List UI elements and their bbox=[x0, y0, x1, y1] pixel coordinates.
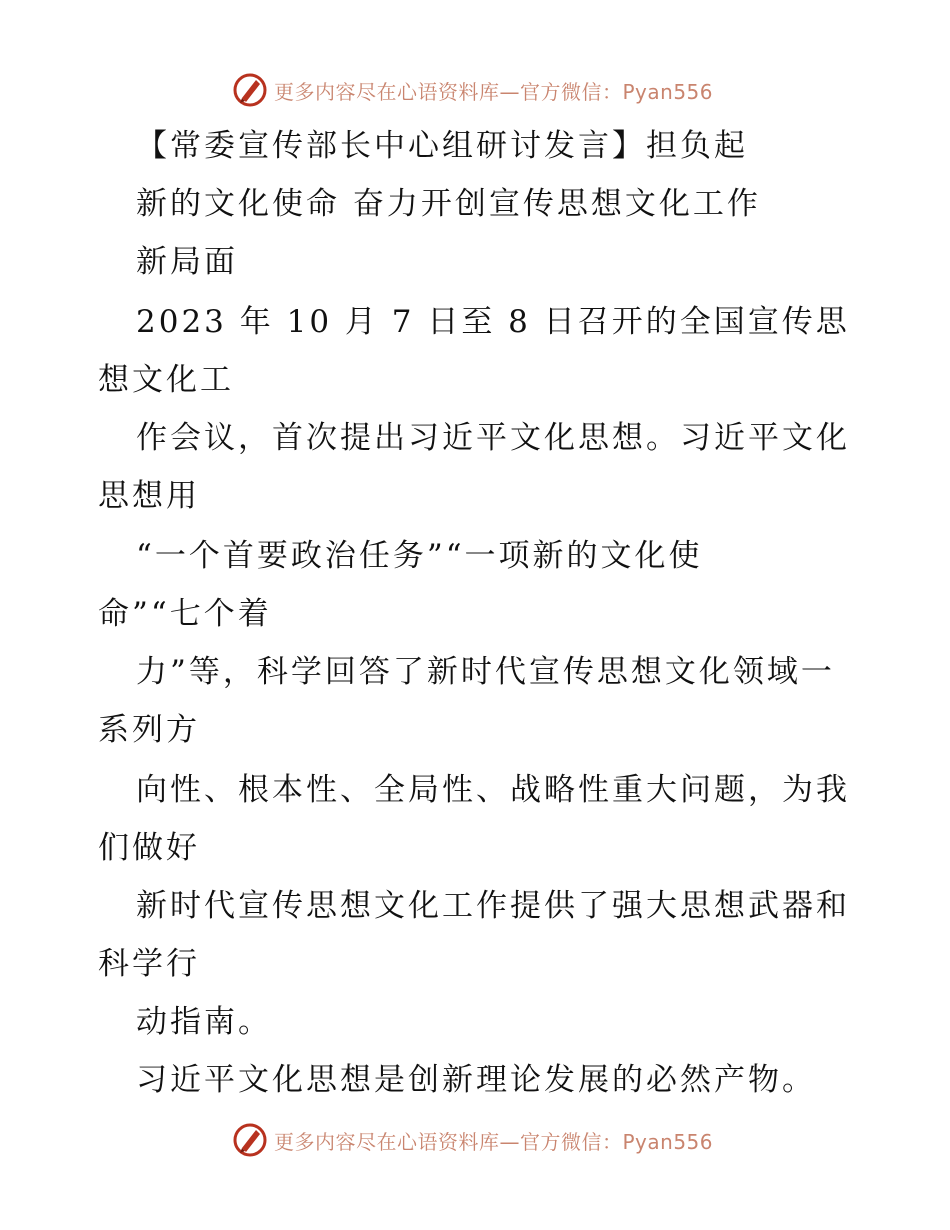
paragraph-line: “一个首要政治任务”“一项新的文化使 bbox=[136, 538, 703, 574]
paragraph-line: 命”“七个着 bbox=[98, 596, 272, 632]
paragraph-line: 思想用 bbox=[98, 478, 200, 514]
paragraph-line: 向性、根本性、全局性、战略性重大问题，为我 bbox=[136, 772, 850, 808]
pen-logo-icon bbox=[232, 72, 268, 108]
watermark-text: 更多内容尽在心语资料库—官方微信：Pyan556 bbox=[274, 1129, 714, 1154]
paragraph-line: 2023 年 10 月 7 日至 8 日召开的全国宣传思 bbox=[136, 304, 850, 340]
paragraph-line: 科学行 bbox=[98, 946, 200, 982]
pen-logo-icon bbox=[232, 1122, 268, 1158]
footer-watermark bbox=[232, 1120, 752, 1160]
paragraph-line: 们做好 bbox=[98, 830, 200, 866]
paragraph-line: 作会议，首次提出习近平文化思想。习近平文化 bbox=[136, 420, 850, 456]
watermark-text: 更多内容尽在心语资料库—官方微信：Pyan556 bbox=[274, 79, 714, 104]
paragraph-line: 新时代宣传思想文化工作提供了强大思想武器和 bbox=[136, 888, 850, 924]
paragraph-line: 系列方 bbox=[98, 712, 200, 748]
paragraph-line: 习近平文化思想是创新理论发展的必然产物。 bbox=[136, 1062, 816, 1098]
paragraph-line: 想文化工 bbox=[98, 362, 234, 398]
doc-title-line-2: 新的文化使命 奋力开创宣传思想文化工作 bbox=[136, 186, 761, 222]
paragraph-line: 力”等，科学回答了新时代宣传思想文化领域一 bbox=[136, 654, 835, 690]
header-watermark bbox=[232, 70, 752, 110]
doc-title-line-3: 新局面 bbox=[136, 244, 238, 280]
paragraph-line: 动指南。 bbox=[136, 1004, 272, 1040]
doc-title-line-1: 【常委宣传部长中心组研讨发言】担负起 bbox=[136, 128, 748, 164]
